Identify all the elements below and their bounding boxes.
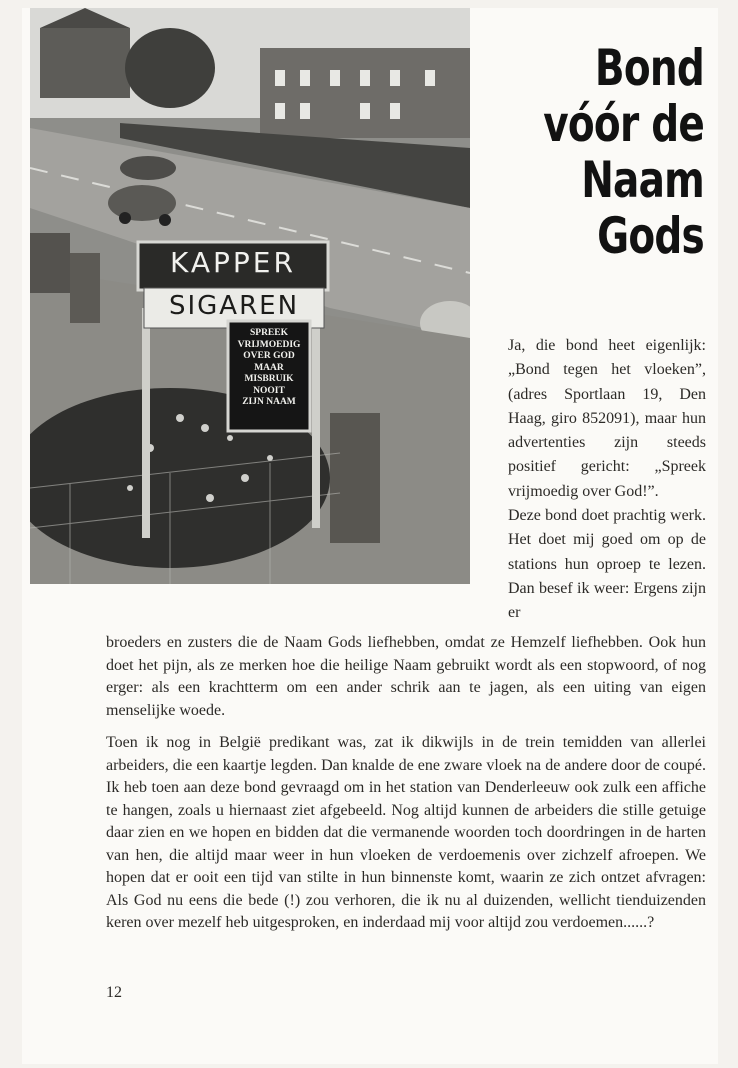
poster-line: MISBRUIK — [244, 374, 294, 384]
page-number: 12 — [106, 984, 122, 1001]
article-headline — [532, 40, 704, 264]
side-paragraph: Deze bond doet prachtig werk. Het doet mij goed om op de stations hun oproep te lezen. Dan besef ik weer: Ergens zijn er — [508, 507, 706, 622]
poster-line: OVER GOD — [243, 351, 295, 361]
poster-line: VRIJMOEDIG — [237, 339, 301, 350]
body-paragraph: Toen ik nog in België predikant was, zat ik dikwijls in de trein temidden van allerlei arbeiders, die een kaartje legden. Dan knalde de ene zware vloek na de andere door de coupé. Ik heb toen aan deze bond gevraagd om in het station van Denderleeuw ook zulk een affiche te hangen, zoals u hiernaast ziet afgebeeld. Nog altijd kunnen de arbeiders die stille getuige daar zien en we hopen en bidden dat die vermanende woorden toch doordringen in de harten van hen, die altijd maar weer in hun vloeken de verdoemenis over zichzelf afroepen. We hopen dat er ooit een tijd van stilte in hun binnenste komt, waarin ze zich ontzet afvragen: Als God nu eens die bede (!) zou verhoren, die ik nu al duizenden, wellicht tienduizenden keren over mezelf heb uitgesproken, en inderdaad mij voor altijd zou verdoemen......? — [106, 734, 706, 931]
poster-line: ZIJN NAAM — [242, 397, 296, 407]
headline-line: Naam — [581, 151, 704, 209]
side-column — [508, 334, 706, 626]
sign-sigaren: SIGAREN — [168, 291, 300, 321]
side-paragraph: Ja, die bond heet eigenlijk: „Bond tegen het vloeken”, (adres Sportlaan 19, Den Haag, giro 852091), maar hun advertenties zijn steeds positief gericht: „Spreek vrijmoedig over God!”. — [508, 337, 706, 500]
headline-line: vóór de — [543, 95, 704, 153]
article-body — [106, 632, 706, 935]
street-photo — [30, 8, 470, 584]
poster-line: NOOIT — [253, 385, 285, 396]
headline-line: Gods — [597, 207, 704, 265]
sign-kapper: KAPPER — [170, 246, 296, 279]
body-paragraph: broeders en zusters die de Naam Gods liefhebben, omdat ze Hemzelf liefhebben. Ook hun doet het pijn, als ze merken hoe die heilige Naam gebruikt wordt als een stopwoord, of nog erger: als een krachtterm om een ander schrik aan te jagen, als een uiting van eigen menselijke woede. — [106, 634, 706, 719]
magazine-page — [22, 8, 718, 1064]
poster-line: MAAR — [254, 362, 284, 373]
poster-line: SPREEK — [249, 328, 288, 338]
headline-line: Bond — [594, 39, 704, 97]
poster-text — [230, 328, 308, 409]
